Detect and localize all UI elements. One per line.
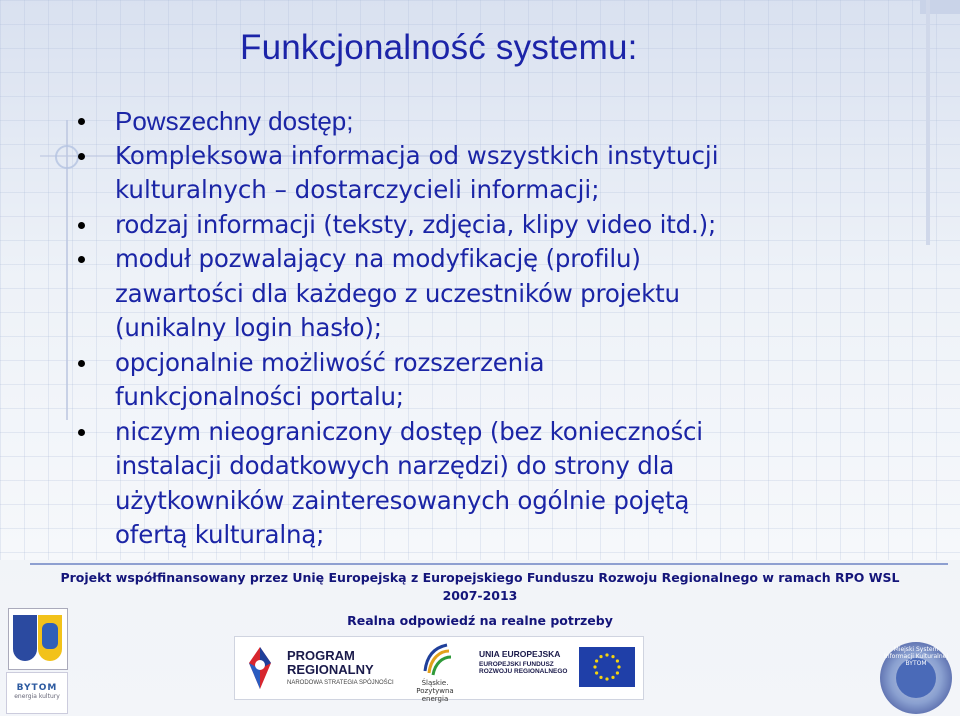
slaskie-line1: Śląskie. — [421, 679, 449, 687]
list-item — [78, 415, 938, 553]
bullet-icon — [78, 153, 85, 160]
bullet-icon — [78, 222, 85, 229]
stamp-text: Miejski System Informacji Kulturalnej BYTOM — [884, 646, 949, 667]
bullet-icon — [78, 429, 85, 436]
list-item-text: Powszechny dostęp; — [115, 106, 354, 136]
list-item-text: niczym nieograniczony dostęp (bez konieczności — [115, 416, 703, 446]
list-item — [78, 346, 938, 415]
list-item-text: użytkowników zainteresowanych ogólnie pojętą — [115, 485, 690, 515]
decorative-circle — [55, 145, 79, 169]
list-item-text: ofertą kulturalną; — [115, 520, 325, 549]
list-item-text: opcjonalnie możliwość rozszerzenia — [115, 347, 545, 377]
list-item-text: rodzaj informacji (teksty, zdjęcia, klipy video itd.); — [115, 209, 717, 239]
list-item — [78, 104, 938, 139]
program-line3: NARODOWA STRATEGIA SPÓJNOŚCI — [287, 680, 394, 686]
program-regionalny-text — [287, 649, 394, 686]
bullet-icon — [78, 360, 85, 367]
list-item — [78, 242, 938, 346]
list-item — [78, 139, 938, 208]
ue-line3: ROZWOJU REGIONALNEGO — [479, 668, 568, 675]
bullet-icon — [78, 118, 85, 125]
bytom-logo — [6, 672, 68, 714]
list-item-text: funkcjonalności portalu; — [115, 382, 404, 411]
bullet-icon — [78, 256, 85, 263]
list-item — [78, 208, 938, 243]
slaskie-logo-icon — [403, 641, 467, 679]
slogan: Realna odpowiedź na realne potrzeby — [347, 613, 613, 628]
list-item-text: kulturalnych – dostarczycieli informacji; — [115, 175, 600, 204]
funding-note: Projekt współfinansowany przez Unię Europejską z Europejskiego Funduszu Rozwoju Regionalnego w ramach RPO WSL — [60, 570, 900, 585]
program-line1: PROGRAM — [287, 648, 355, 663]
footer-divider — [30, 563, 948, 565]
cultural-system-stamp-icon — [880, 642, 952, 714]
coat-of-arms-icon — [8, 608, 68, 670]
eu-flag-icon — [579, 647, 635, 687]
list-item-text: zawartości dla każdego z uczestników projektu — [115, 278, 680, 308]
funding-period: 2007-2013 — [442, 588, 518, 603]
list-item-text: Kompleksowa informacja od wszystkich instytucji — [115, 140, 719, 170]
list-item-text: (unikalny login hasło); — [115, 313, 382, 342]
bytom-logo-sub: energia kultury — [14, 693, 60, 700]
ue-line1: UNIA EUROPEJSKA — [479, 649, 561, 659]
ue-text — [479, 649, 577, 675]
funding-logos — [234, 636, 644, 703]
slaskie-logo — [403, 641, 467, 703]
page-title: Funkcjonalność systemu: — [240, 28, 638, 67]
ue-line2: EUROPEJSKI FUNDUSZ — [479, 661, 554, 668]
program-line2: REGIONALNY — [287, 662, 374, 677]
program-regionalny-logo-icon — [241, 643, 279, 693]
bytom-logo-name: BYTOM — [16, 683, 58, 693]
slaskie-line2: Pozytywna energia — [416, 687, 454, 703]
list-item-text: instalacji dodatkowych narzędzi) do strony dla — [115, 451, 675, 480]
list-item-text: moduł pozwalający na modyfikację (profilu) — [115, 244, 641, 273]
bullet-list — [78, 104, 938, 553]
